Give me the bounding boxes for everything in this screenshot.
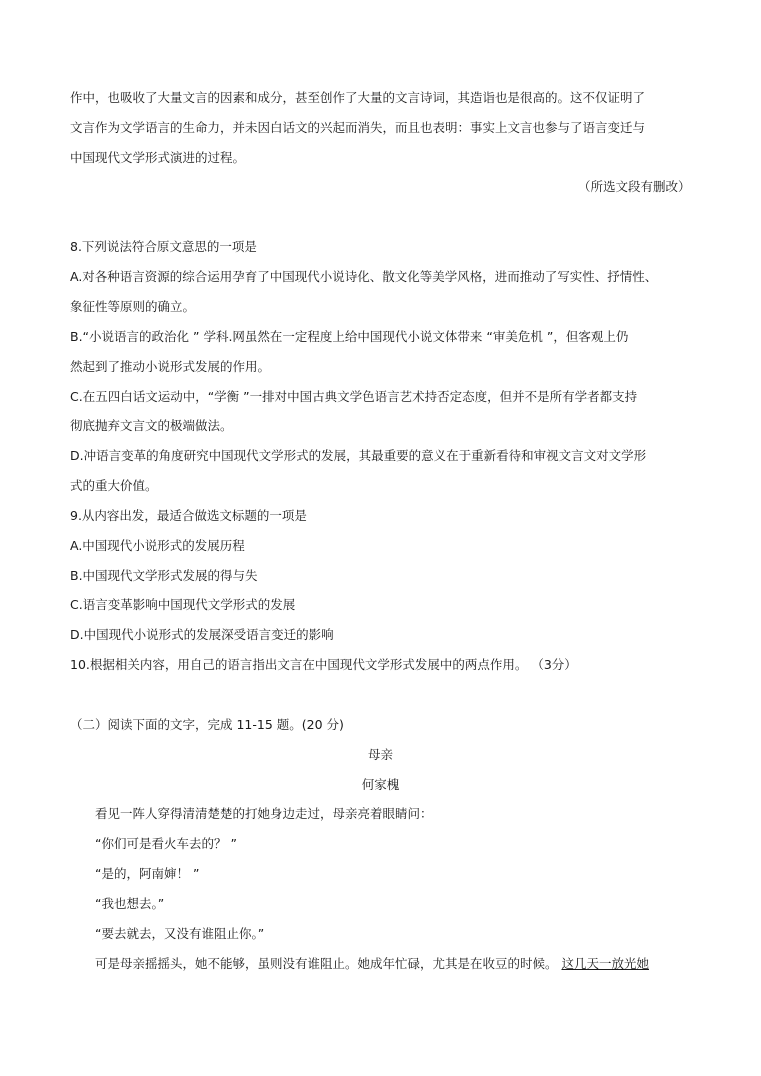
passage-line: 作中，也吸收了大量文言的因素和成分，甚至创作了大量的文言诗词，其造诣也是很高的。这不仅证明了 [70,90,646,105]
option-8a-cont: 象征性等原则的确立。 [70,299,196,314]
option-8d: D.冲语言变革的角度研究中国现代文学形式的发展，其最重要的意义在于重新看待和审视文言文对文学形 [70,448,647,463]
option-8c-cont: 彻底抛弃文言文的极端做法。 [70,418,233,433]
section-heading: （二）阅读下面的文字，完成 11-15 题。(20 分) [70,717,344,732]
dialogue-line: “我也想去。” [95,896,165,911]
dialogue-line: “你们可是看火车去的？ ” [95,836,237,851]
paragraph-text: 可是母亲摇摇头，她不能够，虽则没有谁阻止。她成年忙碌，尤其是在收豆的时候。 [95,956,562,971]
source-note: （所选文段有删改） [578,179,691,194]
story-title: 母亲 [367,747,393,762]
option-9a: A.中国现代小说形式的发展历程 [70,538,245,553]
option-8c: C.在五四白话文运动中，“学衡 ”一排对中国古典文学色语言艺术持否定态度，但并不是所有学者都支持 [70,389,638,404]
question-10-stem: 10.根据相关内容，用自己的语言指出文言在中国现代文学形式发展中的两点作用。 （3分） [70,657,577,672]
dialogue-line: “是的，阿南婶！ ” [95,866,200,881]
option-8b: B.“小说语言的政治化 ” 学科.网虽然在一定程度上给中国现代小说文体带来 “审美危机 ”，但客观上仍 [70,329,629,344]
option-8d-cont: 式的重大价值。 [70,478,158,493]
option-9d: D.中国现代小说形式的发展深受语言变迁的影响 [70,627,334,642]
underlined-text: 这几天一放光她 [561,956,649,971]
option-9b: B.中国现代文学形式发展的得与失 [70,568,258,583]
passage-line: 文言作为文学语言的生命力，并未因白话文的兴起而消失，而且也表明：事实上文言也参与了语言变迁与 [70,120,646,135]
question-9-stem: 9.从内容出发，最适合做选文标题的一项是 [70,508,307,523]
dialogue-line: “要去就去，又没有谁阻止你。” [95,926,265,941]
question-8-stem: 8.下列说法符合原文意思的一项是 [70,239,257,254]
option-9c: C.语言变革影响中国现代文学形式的发展 [70,597,296,612]
story-paragraph: 看见一阵人穿得清清楚楚的打她身边走过，母亲亮着眼睛问： [95,806,433,821]
option-8b-cont: 然起到了推动小说形式发展的作用。 [70,359,271,374]
story-author: 何家槐 [361,777,400,792]
story-paragraph [95,956,649,972]
passage-line: 中国现代文学形式演进的过程。 [70,150,246,165]
option-8a: A.对各种语言资源的综合运用孕育了中国现代小说诗化、散文化等美学风格，进而推动了写实性、抒情性、 [70,269,658,284]
